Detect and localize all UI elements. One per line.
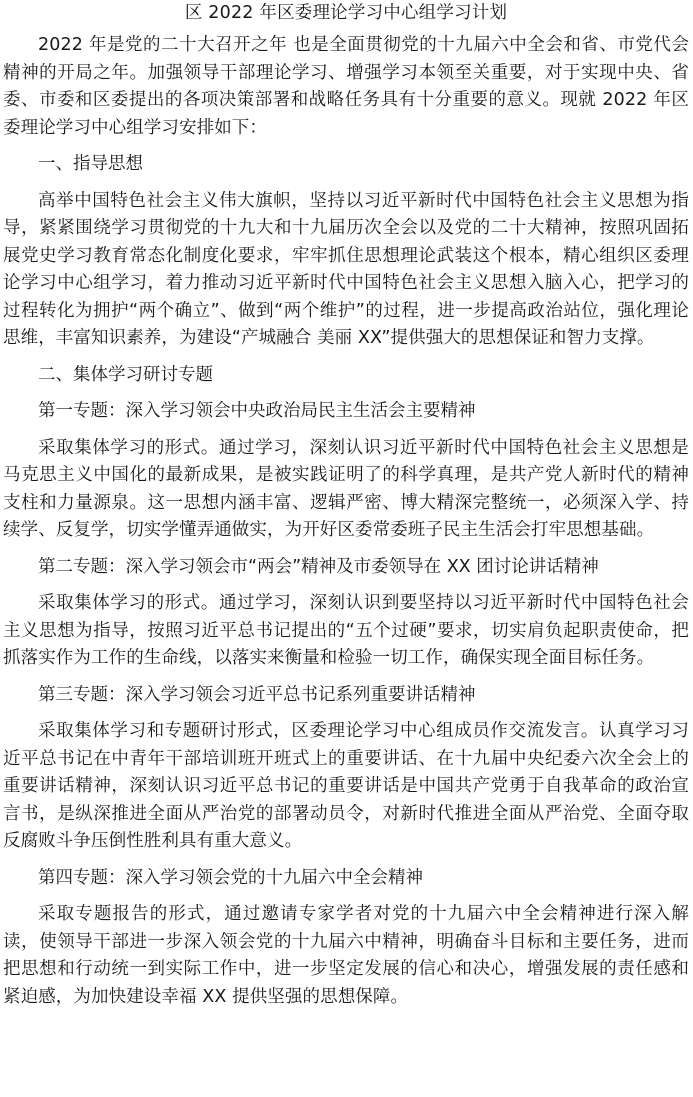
topic3-body: 采取集体学习和专题研讨形式，区委理论学习中心组成员作交流发言。认真学习习近平总书记在中青年干部培训班开班式上的重要讲话、在十九届中央纪委六次全会上的重要讲话精神，深刻认识习近平总书记的重要讲话是中国共产党勇于自我革命的政治宣言书，是纵深推进全面从严治党的部署动员令，对新时代推进全面从严治党、全面夺取反腐败斗争压倒性胜利具有重大意义。	[3, 721, 689, 851]
topic1-body: 采取集体学习的形式。通过学习，深刻认识习近平新时代中国特色社会主义思想是马克思主义中国化的最新成果，是被实践证明了的科学真理，是共产党人新时代的精神支柱和力量源泉。这一思想内涵丰富、逻辑严密、博大精深完整统一，必须深入学、持续学、反复学，切实学懂弄通做实，为开好区委常委班子民主生活会打牢思想基础。	[3, 437, 689, 540]
intro-paragraph: 2022 年是党的二十大召开之年 也是全面贯彻党的十九届六中全会和省、市党代会精神的开局之年。加强领导干部理论学习、增强学习本领至关重要，对于实现中央、省委、市委和区委提出的各项决策部署和战略任务具有十分重要的意义。现就 2022 年区委理论学习中心组学习安排如下：	[3, 35, 689, 138]
topic2-heading: 第二专题：深入学习领会市“两会”精神及市委领导在 XX 团讨论讲话精神	[38, 556, 599, 577]
section1-body: 高举中国特色社会主义伟大旗帜，坚持以习近平新时代中国特色社会主义思想为指导，紧紧围绕学习贯彻党的十九大和十九届历次全会以及党的二十大精神，按照巩固拓展党史学习教育常态化制度化要求，牢牢抓住思想理论武装这个根本，精心组织区委理论学习中心组学习，着力推动习近平新时代中国特色社会主义思想入脑入心，把学习的过程转化为拥护“两个确立”、做到“两个维护”的过程，进一步提高政治站位，强化理论思维，丰富知识素养，为建设“产城融合 美丽 XX”提供强大的思想保证和智力支撑。	[3, 190, 689, 348]
topic2-body: 采取集体学习的形式。通过学习，深刻认识到要坚持以习近平新时代中国特色社会主义思想为指导，按照习近平总书记提出的“五个过硬”要求，切实肩负起职责使命，把抓落实作为工作的生命线，以落实来衡量和检验一切工作，确保实现全面目标任务。	[3, 593, 689, 668]
topic3-heading: 第三专题：深入学习领会习近平总书记系列重要讲话精神	[38, 684, 476, 705]
topic4-heading: 第四专题：深入学习领会党的十九届六中全会精神	[38, 867, 423, 888]
topic1-heading: 第一专题：深入学习领会中央政治局民主生活会主要精神	[38, 401, 476, 421]
topic4-body: 采取专题报告的形式，通过邀请专家学者对党的十九届六中全会精神进行深入解读，使领导干部进一步深入领会党的十九届六中精神，明确奋斗目标和主要任务，进而把思想和行动统一到实际工作中，进一步坚定发展的信心和决心，增强发展的责任感和紧迫感，为加快建设幸福 XX 提供坚强的思想保障。	[3, 904, 689, 1007]
document-title: 区 2022 年区委理论学习中心组学习计划	[184, 3, 508, 23]
section2-heading: 二、集体学习研讨专题	[38, 364, 213, 385]
section1-heading: 一、指导思想	[38, 154, 143, 174]
